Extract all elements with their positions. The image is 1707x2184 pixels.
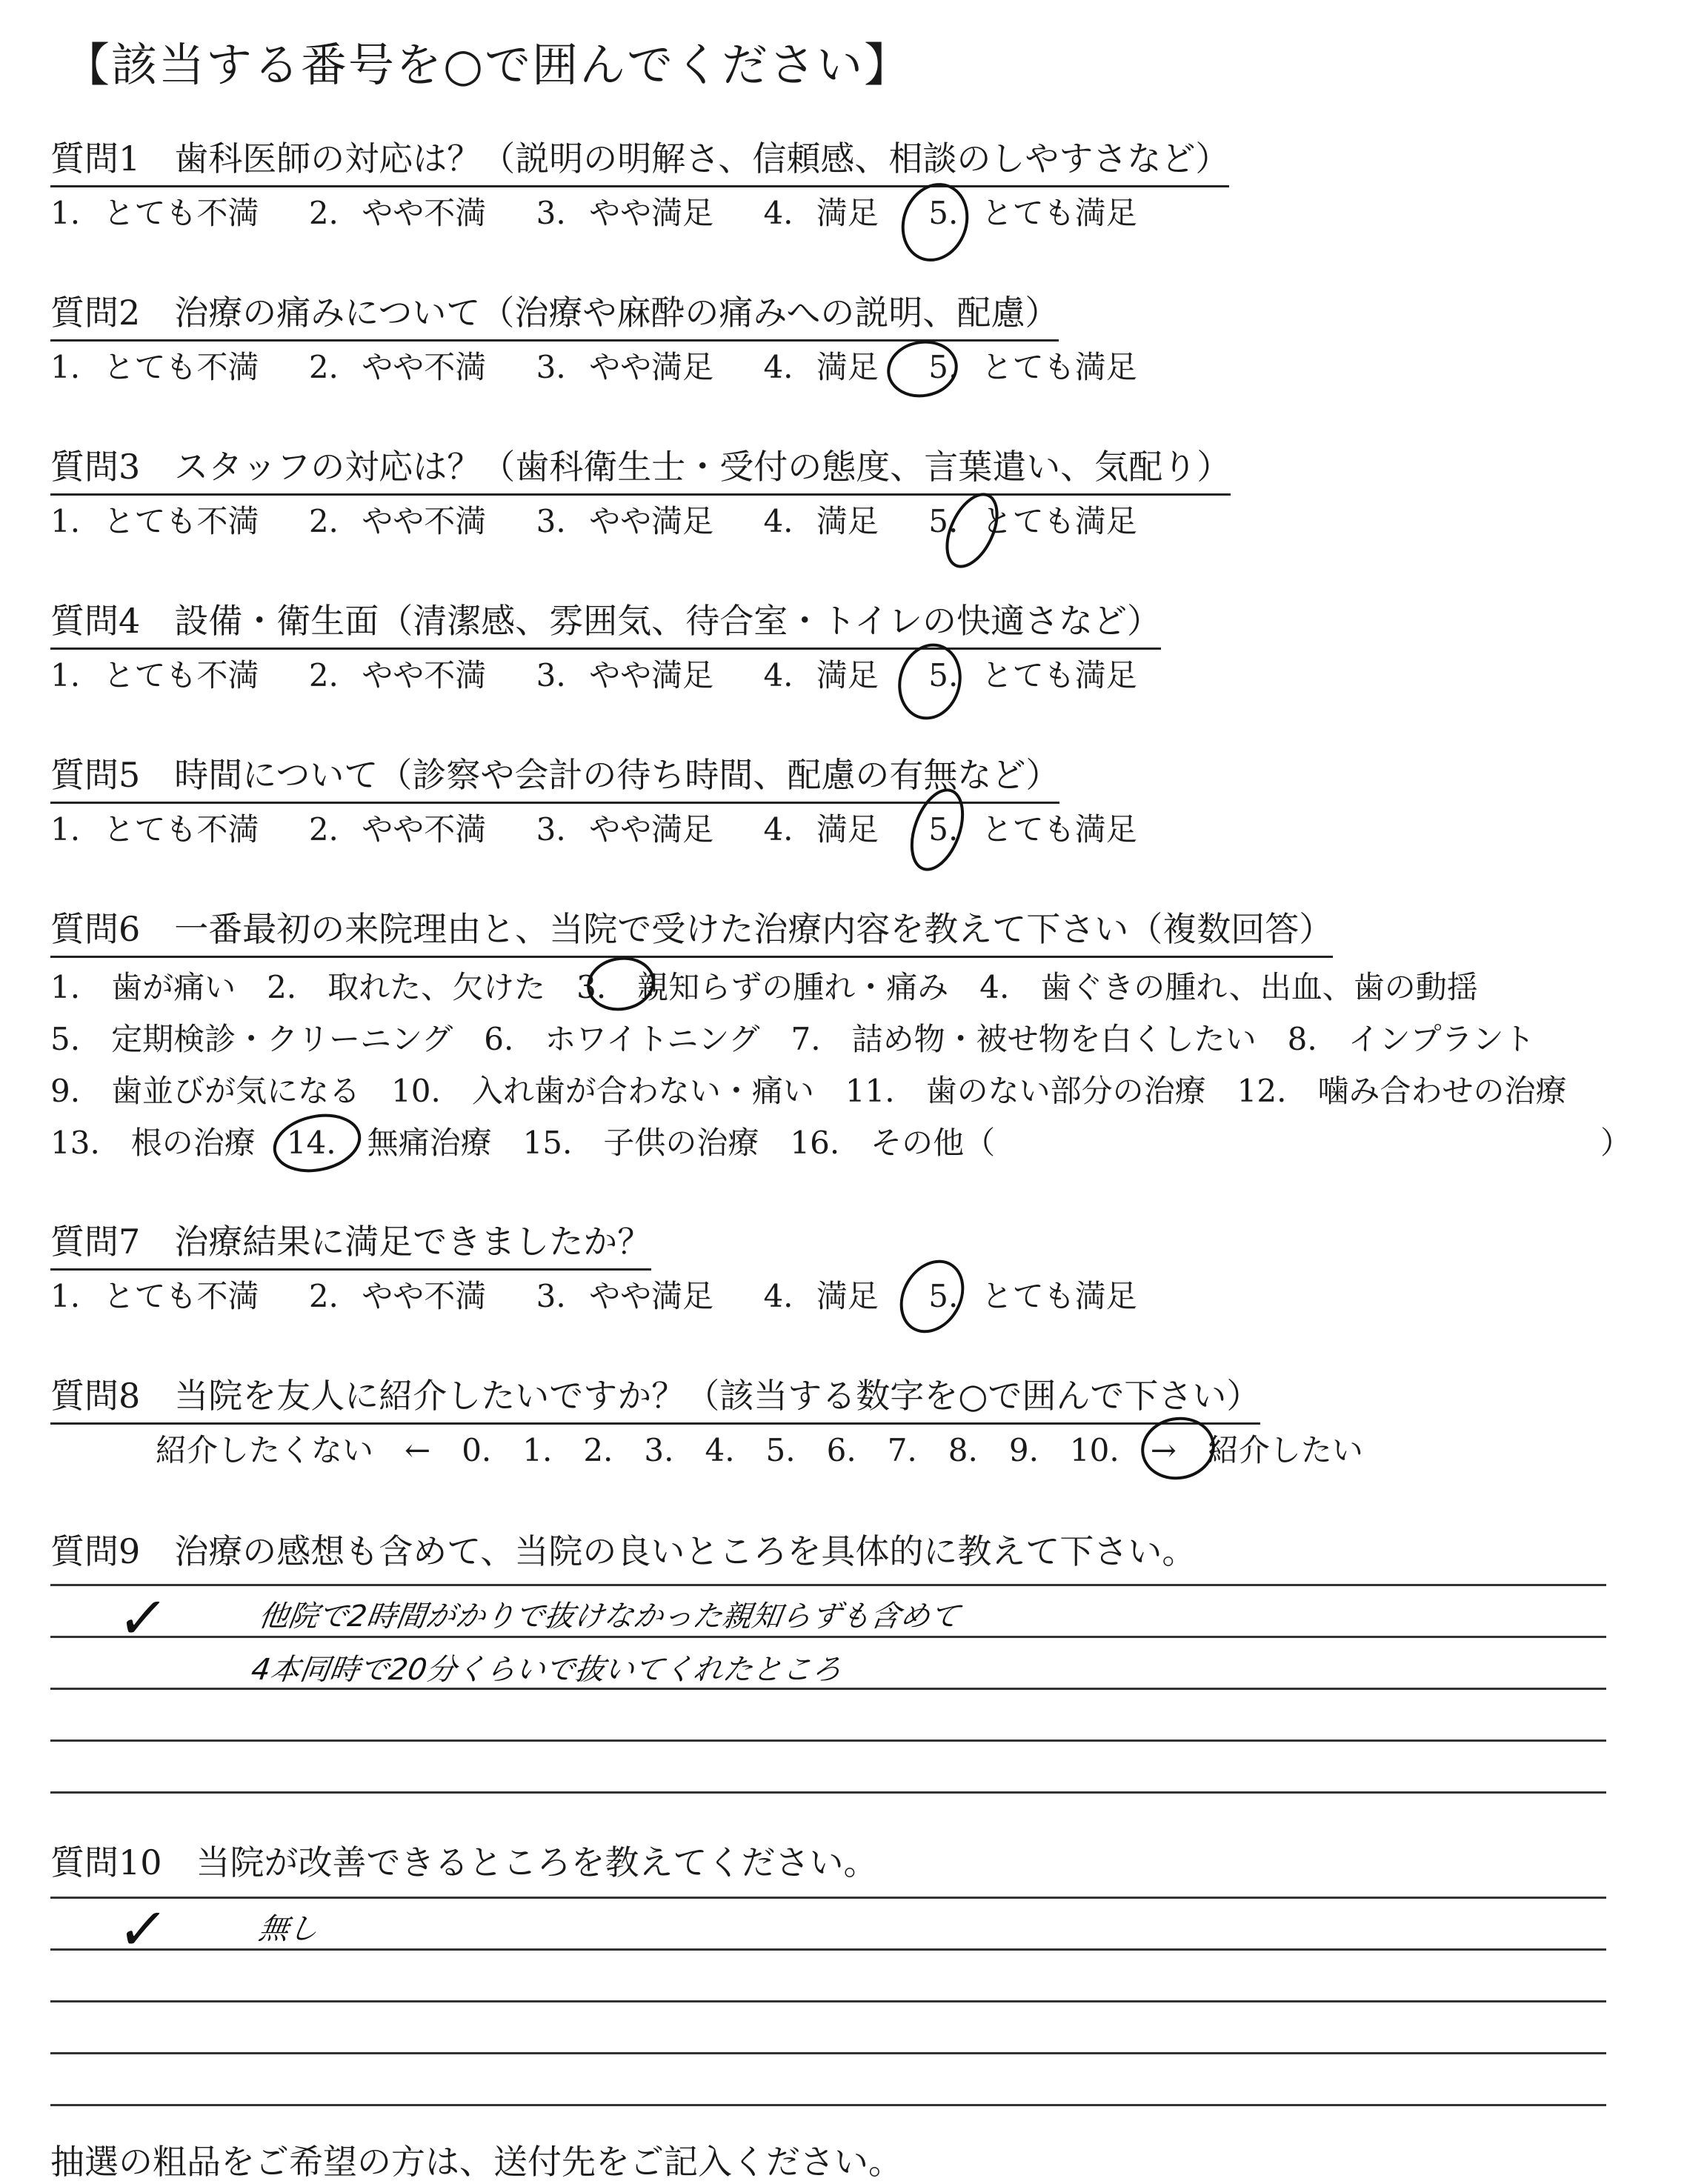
- q9-handwritten-answer-line-2[interactable]: 4本同時で20分くらいで抜いてくれたところ: [249, 1653, 845, 1687]
- q4-opt-2-label[interactable]: やや不満: [362, 657, 487, 693]
- question-2-heading: 質問2 治療の痛みについて（治療や麻酔の痛みへの説明、配慮）: [50, 286, 1059, 342]
- page-title: 【該当する番号を○で囲んでください】: [64, 38, 912, 92]
- q5-opt-5-label[interactable]: とても満足: [981, 811, 1137, 848]
- q1-opt-5-label[interactable]: とても満足: [981, 195, 1137, 231]
- q7-opt-2-num[interactable]: 2.: [308, 1278, 339, 1314]
- other-close-paren: ）: [1600, 1125, 1632, 1161]
- q1-opt-2-label[interactable]: やや不満: [362, 195, 487, 231]
- q5-opt-1-num[interactable]: 1.: [50, 811, 81, 848]
- answer-line: [50, 1948, 1606, 1951]
- q3-opt-5-label[interactable]: とても満足: [981, 503, 1137, 539]
- q5-opt-4-label[interactable]: 満足: [816, 811, 879, 848]
- q3-opt-2-num[interactable]: 2.: [308, 503, 339, 539]
- q5-opt-5-num[interactable]: 5.: [928, 811, 959, 848]
- answer-line: [50, 1739, 1606, 1742]
- q3-opt-4-num[interactable]: 4.: [763, 503, 793, 539]
- footer-note: 抽選の粗品をご希望の方は、送付先をご記入ください。: [50, 2142, 902, 2182]
- question-7-options: [50, 1272, 1137, 1316]
- q4-opt-1-label[interactable]: とても不満: [103, 657, 259, 693]
- q7-opt-1-num[interactable]: 1.: [50, 1278, 81, 1314]
- q10-check-mark: ✓: [113, 1897, 172, 1963]
- q1-opt-2-num[interactable]: 2.: [308, 195, 339, 231]
- question-4-heading: 質問4 設備・衛生面（清潔感、雰囲気、待合室・トイレの快適さなど）: [50, 594, 1161, 650]
- q1-opt-3-num[interactable]: 3.: [536, 195, 566, 231]
- q4-opt-4-label[interactable]: 満足: [816, 657, 879, 693]
- question-7-heading: 質問7 治療結果に満足できましたか？: [50, 1215, 651, 1271]
- question-1-options: [50, 189, 1137, 233]
- q4-opt-3-label[interactable]: やや満足: [589, 657, 714, 693]
- q2-opt-4-label[interactable]: 満足: [816, 349, 879, 385]
- q3-opt-3-label[interactable]: やや満足: [589, 503, 714, 539]
- question-6-options-line-3[interactable]: 9. 歯並びが気になる 10. 入れ歯が合わない・痛い 11. 歯のない部分の治療 12. 噛み合わせの治療: [50, 1073, 1567, 1109]
- q3-opt-4-label[interactable]: 満足: [816, 503, 879, 539]
- answer-line: [50, 2104, 1606, 2106]
- question-5-options: [50, 805, 1137, 850]
- q7-opt-2-label[interactable]: やや不満: [362, 1278, 487, 1314]
- q1-opt-1-label[interactable]: とても不満: [103, 195, 259, 231]
- question-8-heading: 質問8 当院を友人に紹介したいですか？（該当する数字を○で囲んで下さい）: [50, 1369, 1260, 1425]
- q3-opt-2-label[interactable]: やや不満: [362, 503, 487, 539]
- q2-opt-1-label[interactable]: とても不満: [103, 349, 259, 385]
- q3-opt-1-num[interactable]: 1.: [50, 503, 81, 539]
- q7-opt-5-num[interactable]: 5.: [928, 1278, 959, 1314]
- question-5-heading: 質問5 時間について（診察や会計の待ち時間、配慮の有無など）: [50, 748, 1059, 804]
- q3-opt-1-label[interactable]: とても不満: [103, 503, 259, 539]
- q4-opt-5-label[interactable]: とても満足: [981, 657, 1137, 693]
- q2-opt-2-label[interactable]: やや不満: [362, 349, 487, 385]
- q7-opt-3-num[interactable]: 3.: [536, 1278, 566, 1314]
- q7-opt-4-num[interactable]: 4.: [763, 1278, 793, 1314]
- answer-line: [50, 2000, 1606, 2002]
- question-6-options-line-2[interactable]: 5. 定期検診・クリーニング 6. ホワイトニング 7. 詰め物・被せ物を白くしたい 8. インプラント: [50, 1021, 1535, 1057]
- q5-opt-3-num[interactable]: 3.: [536, 811, 566, 848]
- q9-handwritten-answer-line-1[interactable]: 他院で2時間がかりで抜けなかった親知らずも含めて: [256, 1599, 962, 1634]
- q7-opt-5-label[interactable]: とても満足: [981, 1278, 1137, 1314]
- answer-line: [50, 1584, 1606, 1586]
- question-2-options: [50, 343, 1137, 387]
- q4-opt-2-num[interactable]: 2.: [308, 657, 339, 693]
- q5-opt-3-label[interactable]: やや満足: [589, 811, 714, 848]
- q7-opt-1-label[interactable]: とても不満: [103, 1278, 259, 1314]
- q1-opt-4-num[interactable]: 4.: [763, 195, 793, 231]
- answer-line: [50, 1791, 1606, 1794]
- q2-opt-3-label[interactable]: やや満足: [589, 349, 714, 385]
- q2-opt-1-num[interactable]: 1.: [50, 349, 81, 385]
- q4-opt-5-num[interactable]: 5.: [928, 657, 959, 693]
- q5-opt-2-num[interactable]: 2.: [308, 811, 339, 848]
- question-6-options-line-1[interactable]: 1. 歯が痛い 2. 取れた、欠けた 3. 親知らずの腫れ・痛み 4. 歯ぐきの腫れ、出血、歯の動揺: [50, 969, 1478, 1005]
- question-3-options: [50, 497, 1137, 542]
- q2-opt-4-num[interactable]: 4.: [763, 349, 793, 385]
- q3-opt-3-num[interactable]: 3.: [536, 503, 566, 539]
- answer-line: [50, 1636, 1606, 1638]
- q1-opt-1-num[interactable]: 1.: [50, 195, 81, 231]
- question-4-options: [50, 651, 1137, 696]
- question-9-heading: 質問9 治療の感想も含めて、当院の良いところを具体的に教えて下さい。: [50, 1531, 1197, 1571]
- answer-line: [50, 1897, 1606, 1899]
- q4-opt-4-num[interactable]: 4.: [763, 657, 793, 693]
- q5-opt-4-num[interactable]: 4.: [763, 811, 793, 848]
- q4-opt-1-num[interactable]: 1.: [50, 657, 81, 693]
- q2-opt-5-num[interactable]: 5.: [928, 349, 959, 385]
- question-3-heading: 質問3 スタッフの対応は？（歯科衛生士・受付の態度、言葉遣い、気配り）: [50, 440, 1231, 496]
- q2-opt-5-label[interactable]: とても満足: [981, 349, 1137, 385]
- q5-opt-1-label[interactable]: とても不満: [103, 811, 259, 848]
- q1-opt-4-label[interactable]: 満足: [816, 195, 879, 231]
- q7-opt-3-label[interactable]: やや満足: [589, 1278, 714, 1314]
- q2-opt-3-num[interactable]: 3.: [536, 349, 566, 385]
- q5-opt-2-label[interactable]: やや不満: [362, 811, 487, 848]
- q7-opt-4-label[interactable]: 満足: [816, 1278, 879, 1314]
- q9-check-mark: ✓: [113, 1585, 172, 1652]
- q10-handwritten-answer[interactable]: 無し: [256, 1912, 321, 1946]
- question-1-heading: 質問1 歯科医師の対応は？（説明の明解さ、信頼感、相談のしやすさなど）: [50, 132, 1229, 187]
- answer-line: [50, 2052, 1606, 2054]
- q2-opt-2-num[interactable]: 2.: [308, 349, 339, 385]
- q1-opt-5-num[interactable]: 5.: [928, 195, 959, 231]
- question-6-options-line-4[interactable]: 13. 根の治療 14. 無痛治療 15. 子供の治療 16. その他（: [50, 1125, 996, 1161]
- question-6-heading: 質問6 一番最初の来院理由と、当院で受けた治療内容を教えて下さい（複数回答）: [50, 902, 1333, 958]
- recommend-scale[interactable]: 紹介したくない ← 0. 1. 2. 3. 4. 5. 6. 7. 8. 9. 10. → 紹介したい: [156, 1432, 1363, 1468]
- q3-opt-5-num[interactable]: 5.: [928, 503, 959, 539]
- q1-opt-3-label[interactable]: やや満足: [589, 195, 714, 231]
- q4-opt-3-num[interactable]: 3.: [536, 657, 566, 693]
- question-10-heading: 質問10 当院が改善できるところを教えてください。: [50, 1842, 878, 1882]
